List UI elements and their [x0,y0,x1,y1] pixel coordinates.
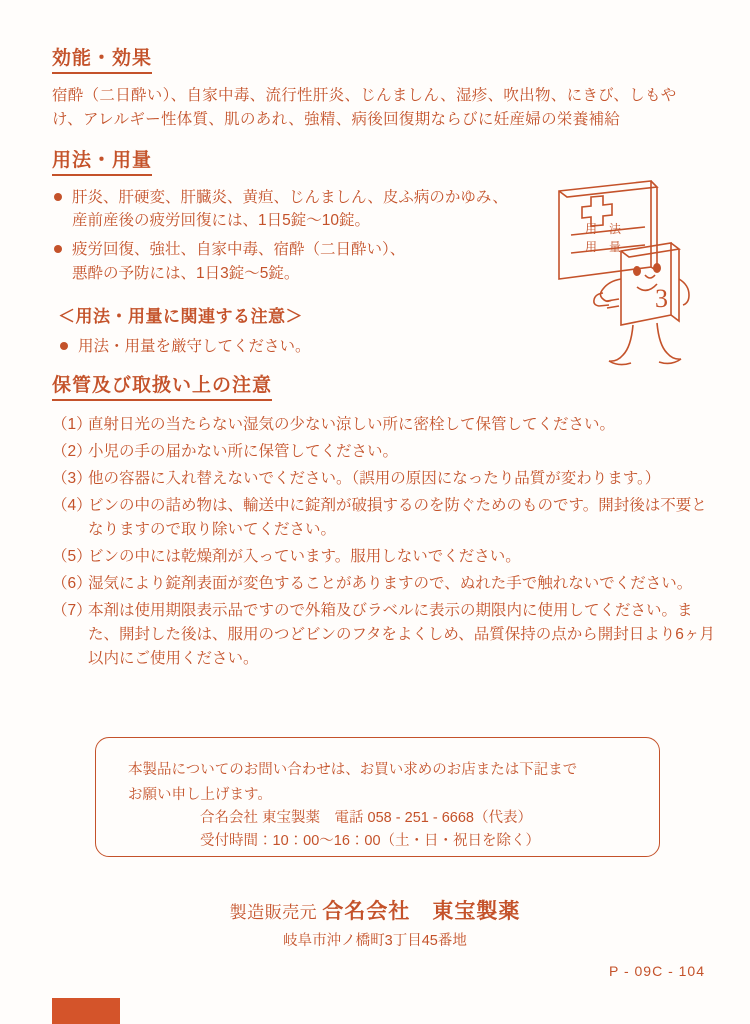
youhou-list [52,186,532,285]
svg-text:3: 3 [655,284,668,313]
item-text: ビンの中には乾燥剤が入っています。服用しないでください。 [88,547,521,565]
bullet-dot-icon [54,193,62,201]
section-kounou [52,48,712,132]
item-number: （2） [52,442,92,460]
item-number: （7） [52,601,92,619]
list-item [58,335,618,358]
document-code: P - 09C - 104 [608,963,705,979]
chui-list [58,335,618,358]
maker-prefix: 製造販売元 [229,903,318,922]
list-item-line1: 疲労回復、強壮、自家中毒、宿酔（二日酔い）、 [72,241,406,259]
numbered-item [52,440,717,464]
contact-box [95,737,660,857]
contact-line1: 本製品についてのお問い合わせは、お買い求めのお店または下記まで [128,762,578,778]
section-title-hokan: 保管及び取扱い上の注意 [52,375,272,401]
section-chui [58,302,618,364]
section-body-kounou: 宿酔（二日酔い）、自家中毒、流行性肝炎、じんましん、湿疹、吹出物、にきび、しもやけ、アレルギー性体質、肌のあれ、強精、病後回復期ならびに妊産婦の栄養補給 [52,86,677,128]
item-text: 本剤は使用期限表示品ですので外箱及びラベルに表示の期限内に使用してください。また、開封した後は、服用のつどビンのフタをよくしめ、品質保持の点から開封日より6ヶ月以内にご使用ください。 [88,601,715,667]
list-item [52,186,532,233]
item-number: （5） [52,547,92,565]
list-item-line2: 産前産後の疲労回復には、1日5錠〜10錠。 [72,212,370,230]
medicine-box-character-illustration [545,175,720,375]
item-text: 小児の手の届かない所に保管してください。 [88,442,399,460]
item-text: 他の容器に入れ替えないでください。（誤用の原因になったり品質が変わります。） [88,469,661,487]
svg-text:用 量: 用 量 [585,240,622,254]
hokan-list [52,413,717,671]
numbered-item [52,572,717,596]
svg-text:用 法: 用 法 [585,222,622,236]
section-hokan [52,375,717,674]
numbered-item [52,545,717,569]
numbered-item [52,494,717,542]
contact-company: 合名会社 東宝製薬 電話 058 - 251 - 6668（代表） [200,810,532,827]
section-title-kounou: 効能・効果 [52,48,152,74]
numbered-item [52,599,717,671]
contact-line2: お願い申し上げます。 [128,786,272,803]
maker-line [0,895,750,925]
list-item-line1: 用法・用量を厳守してください。 [78,338,311,355]
list-item-line1: 肝炎、肝硬変、肝臓炎、黄疸、じんましん、皮ふ病のかゆみ、 [72,188,508,206]
item-number: （4） [52,496,92,514]
item-number: （6） [52,574,92,592]
bullet-dot-icon [60,342,68,350]
section-title-chui: ＜用法・用量に関連する注意＞ [58,307,303,326]
item-text: ビンの中の詰め物は、輸送中に錠剤が破損するのを防ぐためのものです。開封後は不要となりますので取り除いてください。 [88,496,707,538]
bullet-dot-icon [54,245,62,253]
numbered-item [52,467,717,491]
item-number: （3） [52,469,92,487]
contact-inner [96,738,659,854]
color-swatch [52,998,120,1024]
item-text: 直射日光の当たらない湿気の少ない涼しい所に密栓して保管してください。 [88,415,616,433]
maker-address: 岐阜市沖ノ橋町3丁目45番地 [283,933,467,949]
contact-hours: 受付時間：10：00〜16：00（土・日・祝日を除く） [200,833,541,850]
list-item [52,238,532,285]
maker-name: 合名会社 東宝製薬 [322,900,521,923]
numbered-item [52,413,717,437]
section-title-youhou: 用法・用量 [52,150,152,176]
list-item-line2: 悪酔の予防には、1日3錠〜5錠。 [72,264,300,282]
item-number: （1） [52,415,92,433]
footer [0,895,750,950]
item-text: 湿気により錠剤表面が変色することがありますので、ぬれた手で触れないでください。 [88,574,693,592]
